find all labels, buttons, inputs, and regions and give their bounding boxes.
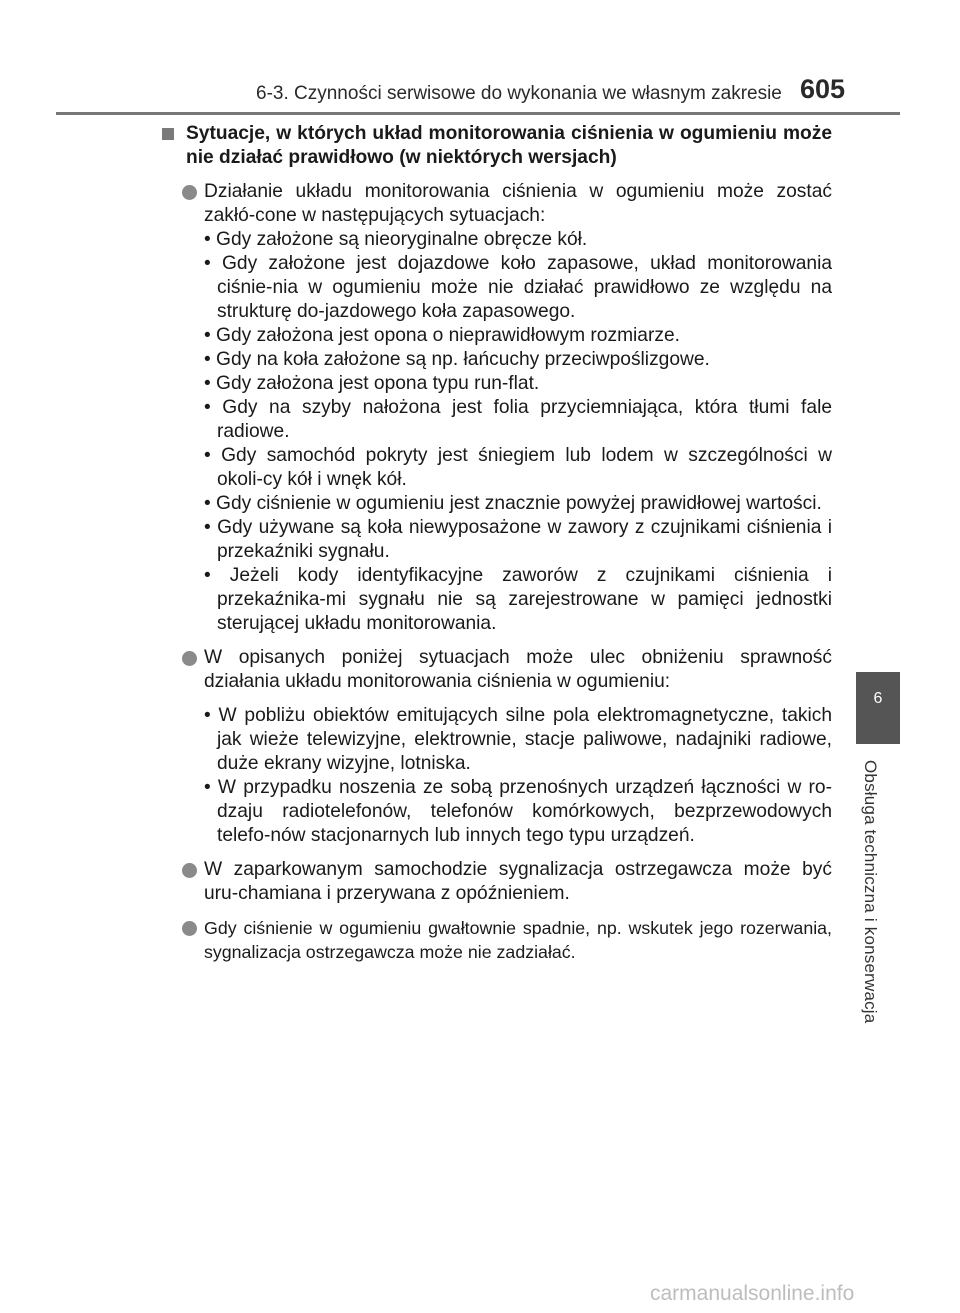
watermark: carmanualsonline.info: [650, 1282, 855, 1305]
sub-item: • Gdy samochód pokryty jest śniegiem lub lodem w szczególności w okoli-cy kół i wnęk kół.: [204, 445, 832, 490]
bullet-item: [162, 916, 832, 964]
circle-bullet-icon: [182, 863, 197, 878]
circle-bullet-icon: [182, 651, 197, 666]
bullet-item: [162, 180, 832, 228]
sub-item: • Jeżeli kody identyfikacyjne zaworów z czujnikami ciśnienia i przekaźnika-mi sygnału nie są zarejestrowane w pamięci jednostki sterującej układu monitorowania.: [204, 565, 832, 634]
sub-item: • Gdy założone są nieoryginalne obręcze kół.: [204, 229, 588, 250]
sub-item: • Gdy używane są koła niewyposażone w zawory z czujnikami ciśnienia i przekaźniki sygnału.: [204, 517, 832, 562]
sub-item: • Gdy założona jest opona o nieprawidłowym rozmiarze.: [204, 325, 680, 346]
circle-bullet-icon: [182, 921, 197, 936]
sub-item: • Gdy na szyby nałożona jest folia przyciemniająca, która tłumi fale radiowe.: [204, 397, 832, 442]
page-content: [162, 120, 832, 964]
bullet-text: W opisanych poniżej sytuacjach może ulec obniżeniu sprawność działania układu monitorowania ciśnienia w ogumieniu:: [204, 647, 832, 692]
bullet-text: Gdy ciśnienie w ogumieniu gwałtownie spadnie, np. wskutek jego rozerwania, sygnalizacja ostrzegawcza może nie zadziałać.: [204, 918, 832, 962]
sub-item: • Gdy założona jest opona typu run-flat.: [204, 373, 540, 394]
bullet-text: W zaparkowanym samochodzie sygnalizacja ostrzegawcza może być uru-chamiana i przerywana z opóźnieniem.: [204, 859, 832, 904]
bullet-item: [162, 646, 832, 694]
chapter-tab: [856, 672, 900, 744]
square-bullet-icon: [162, 128, 174, 140]
chapter-title: 6-3. Czynności serwisowe do wykonania we własnym zakresie: [256, 83, 782, 104]
chapter-tab-label: Obsługa techniczna i konserwacja: [861, 760, 880, 1024]
header-divider: [56, 112, 900, 115]
section-heading: [162, 122, 832, 170]
bullet-text: Działanie układu monitorowania ciśnienia w ogumieniu może zostać zakłó-cone w następujących sytuacjach:: [204, 181, 832, 226]
sub-item: • W przypadku noszenia ze sobą przenośnych urządzeń łączności w ro-dzaju radiotelefonów, telefonów komórkowych, bezprzewodowych telefo-nów stacjonarnych lub innych tego typu urządzeń.: [204, 777, 832, 846]
bullet-item: [162, 858, 832, 906]
sub-item: • Gdy ciśnienie w ogumieniu jest znacznie powyżej prawidłowej wartości.: [204, 493, 822, 514]
page-header: [0, 0, 960, 112]
sub-item: • Gdy na koła założone są np. łańcuchy przeciwpoślizgowe.: [204, 349, 710, 370]
sub-item: • W pobliżu obiektów emitujących silne pola elektromagnetyczne, takich jak wieże telewizyjne, elektrownie, stacje paliwowe, nadajniki radiowe, duże ekrany wizyjne, lotniska.: [204, 705, 832, 774]
circle-bullet-icon: [182, 185, 197, 200]
page-number: 605: [800, 74, 846, 104]
sub-item: • Gdy założone jest dojazdowe koło zapasowe, układ monitorowania ciśnie-nia w ogumieniu może nie działać prawidłowo ze względu na strukturę do-jazdowego koła zapasowego.: [204, 253, 832, 322]
section-heading-text: Sytuacje, w których układ monitorowania ciśnienia w ogumieniu może nie działać prawidłowo (w niektórych wersjach): [186, 123, 832, 168]
chapter-tab-number: 6: [873, 690, 883, 707]
